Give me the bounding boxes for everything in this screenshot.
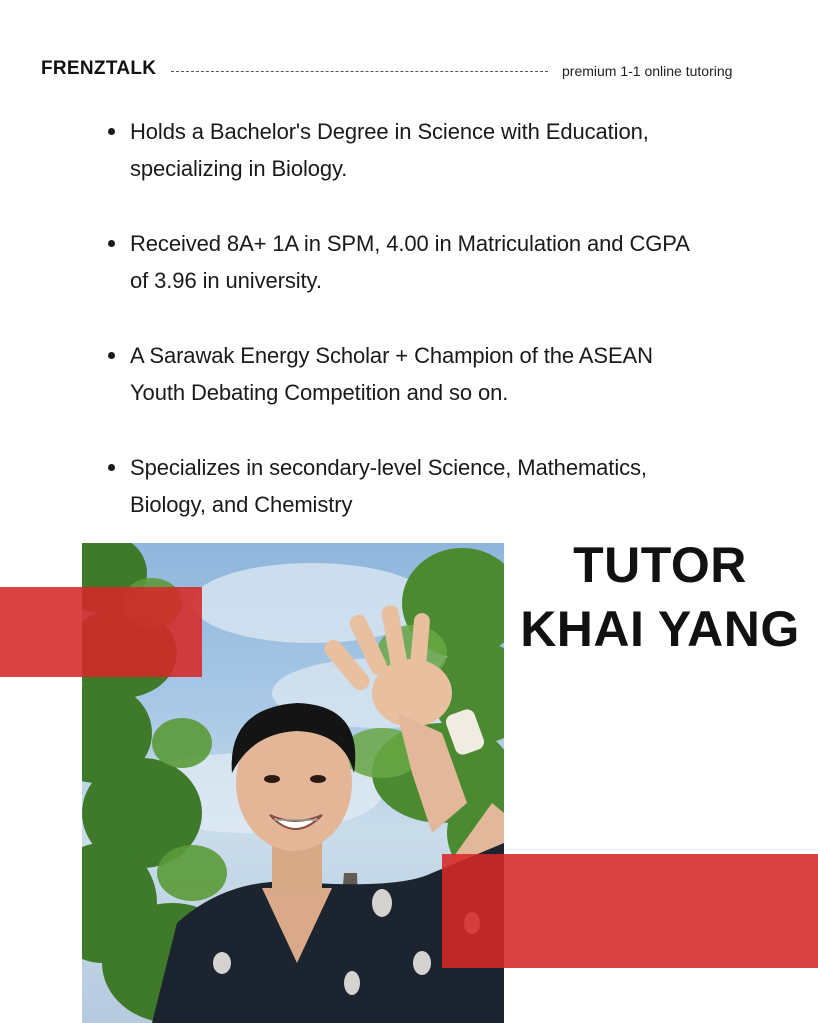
tutor-name [510, 533, 810, 661]
qualifications-list [104, 113, 744, 561]
tagline: premium 1-1 online tutoring [562, 63, 733, 79]
list-item [104, 113, 744, 187]
list-item [104, 225, 744, 299]
bullet-line: Biology, and Chemistry [130, 492, 353, 517]
brand-logo: FRENZTALK [41, 58, 157, 79]
bullet-line: Holds a Bachelor's Degree in Science with Education, [130, 119, 649, 144]
list-item [104, 337, 744, 411]
accent-block-right [442, 854, 818, 968]
tutor-name-line: KHAI YANG [520, 601, 800, 657]
accent-block-left [0, 587, 202, 677]
bullet-line: specializing in Biology. [130, 156, 348, 181]
tutor-name-line: TUTOR [573, 537, 747, 593]
bullet-line: Received 8A+ 1A in SPM, 4.00 in Matriculation and CGPA [130, 231, 690, 256]
bullet-line: Specializes in secondary-level Science, Mathematics, [130, 455, 647, 480]
bullet-line: Youth Debating Competition and so on. [130, 380, 509, 405]
bullet-line: A Sarawak Energy Scholar + Champion of the ASEAN [130, 343, 653, 368]
list-item [104, 449, 744, 523]
header-divider [171, 71, 548, 72]
bullet-line: of 3.96 in university. [130, 268, 322, 293]
